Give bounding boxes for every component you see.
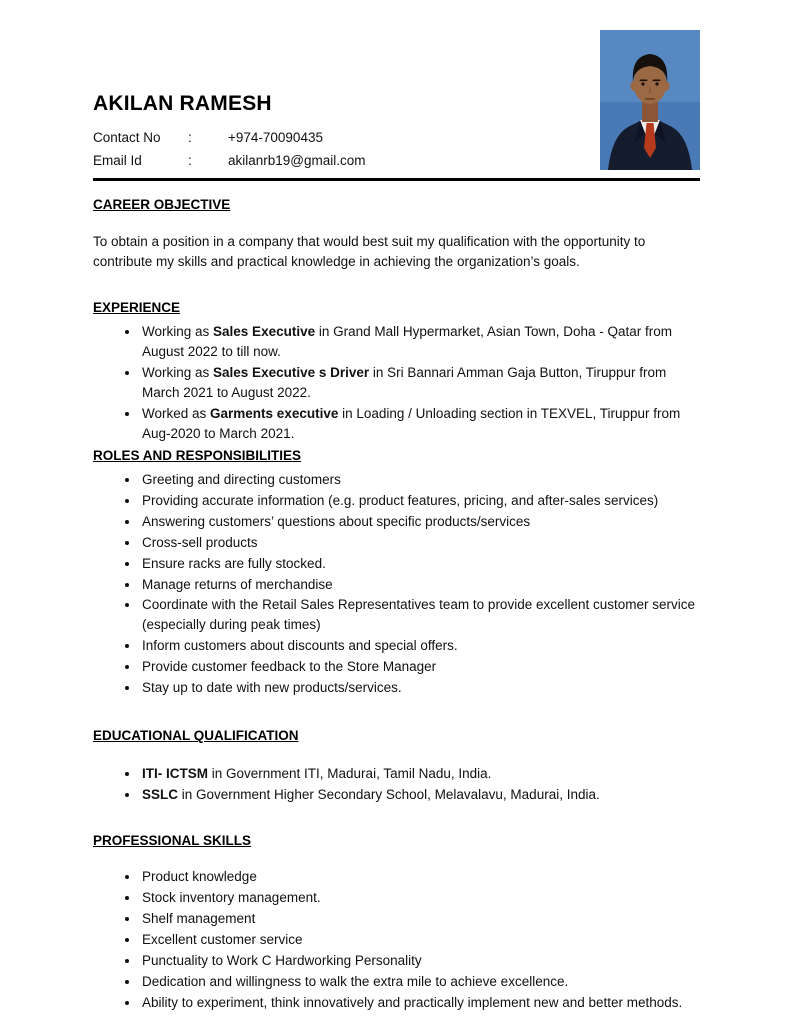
- experience-list: [93, 322, 700, 444]
- skill-item: • Shelf management: [140, 909, 700, 929]
- roles-list: [93, 470, 700, 699]
- skill-item: • Excellent customer service: [140, 930, 700, 950]
- profile-photo: [600, 30, 700, 170]
- experience-item-prefix: Worked as: [142, 405, 211, 421]
- education-item: [140, 764, 700, 784]
- contact-email-label: Email Id: [93, 153, 142, 169]
- contact-email-separator: :: [188, 153, 192, 169]
- role-item: • Ensure racks are fully stocked.: [140, 554, 700, 574]
- experience-item-detail: in Grand Mall Hypermarket, Asian Town, Doha - Qatar from August 2022 to till now.: [142, 323, 672, 359]
- skills-list: [93, 867, 700, 1013]
- role-item: • Coordinate with the Retail Sales Representatives team to provide excellent customer service (especially during peak times): [140, 595, 700, 635]
- role-item: • Answering customers’ questions about specific products/services: [140, 512, 700, 532]
- candidate-name: AKILAN RAMESH: [93, 92, 272, 115]
- role-item: • Stay up to date with new products/services.: [140, 678, 700, 698]
- header-divider: [93, 178, 700, 181]
- section-professional-skills: [93, 831, 700, 1013]
- education-item-detail: in Government ITI, Madurai, Tamil Nadu, India.: [208, 766, 492, 782]
- experience-item-prefix: Working as: [142, 323, 214, 339]
- skill-item: • Ability to experiment, think innovatively and practically implement new and better methods.: [140, 993, 700, 1013]
- experience-item: [140, 363, 700, 403]
- role-item: • Cross-sell products: [140, 533, 700, 553]
- contact-phone-value: +974-70090435: [228, 130, 323, 146]
- role-item: • Provide customer feedback to the Store Manager: [140, 657, 700, 677]
- skill-item: • Product knowledge: [140, 867, 700, 887]
- role-item: • Greeting and directing customers: [140, 470, 700, 490]
- education-item-detail: in Government Higher Secondary School, Melavalavu, Madurai, India.: [178, 787, 600, 803]
- roles-heading: ROLES AND RESPONSIBILITIES: [93, 447, 302, 463]
- section-roles-responsibilities: [93, 446, 700, 699]
- skill-item: • Stock inventory management.: [140, 888, 700, 908]
- education-item: [140, 785, 700, 805]
- education-item-qualification: SSLC: [142, 787, 179, 803]
- experience-item-prefix: Working as: [142, 364, 214, 380]
- career-objective-heading: CAREER OBJECTIVE: [93, 197, 231, 213]
- experience-item: [140, 322, 700, 362]
- contact-phone-label: Contact No: [93, 130, 161, 146]
- section-career-objective: [93, 195, 700, 272]
- experience-item-role: Sales Executive: [213, 323, 316, 339]
- experience-heading: EXPERIENCE: [93, 299, 181, 315]
- experience-item: [140, 404, 700, 444]
- education-item-qualification: ITI- ICTSM: [142, 766, 208, 782]
- contact-phone-separator: :: [188, 130, 192, 146]
- experience-item-detail: in Loading / Unloading section in TEXVEL, Tiruppur from Aug-2020 to March 2021.: [142, 405, 681, 441]
- career-objective-text: To obtain a position in a company that would best suit my qualification with the opportunity to contribute my skills and practical knowledge in achieving the organization’s goals.: [93, 233, 646, 269]
- profile-photo-illustration: [600, 30, 700, 170]
- education-list: [93, 764, 700, 805]
- experience-item-detail: in Sri Bannari Amman Gaja Button, Tiruppur from March 2021 to August 2022.: [142, 364, 667, 400]
- experience-item-role: Garments executive: [210, 405, 339, 421]
- section-education: [93, 726, 700, 805]
- skills-heading: PROFESSIONAL SKILLS: [93, 833, 252, 849]
- section-experience: [93, 298, 700, 444]
- role-item: • Manage returns of merchandise: [140, 575, 700, 595]
- contact-email-value: akilanrb19@gmail.com: [228, 153, 366, 169]
- role-item: • Inform customers about discounts and special offers.: [140, 636, 700, 656]
- skill-item: • Dedication and willingness to walk the extra mile to achieve excellence.: [140, 972, 700, 992]
- education-heading: EDUCATIONAL QUALIFICATION: [93, 728, 299, 744]
- role-item: • Providing accurate information (e.g. product features, pricing, and after-sales services): [140, 491, 700, 511]
- skill-item: • Punctuality to Work C Hardworking Personality: [140, 951, 700, 971]
- experience-item-role: Sales Executive s Driver: [213, 364, 370, 380]
